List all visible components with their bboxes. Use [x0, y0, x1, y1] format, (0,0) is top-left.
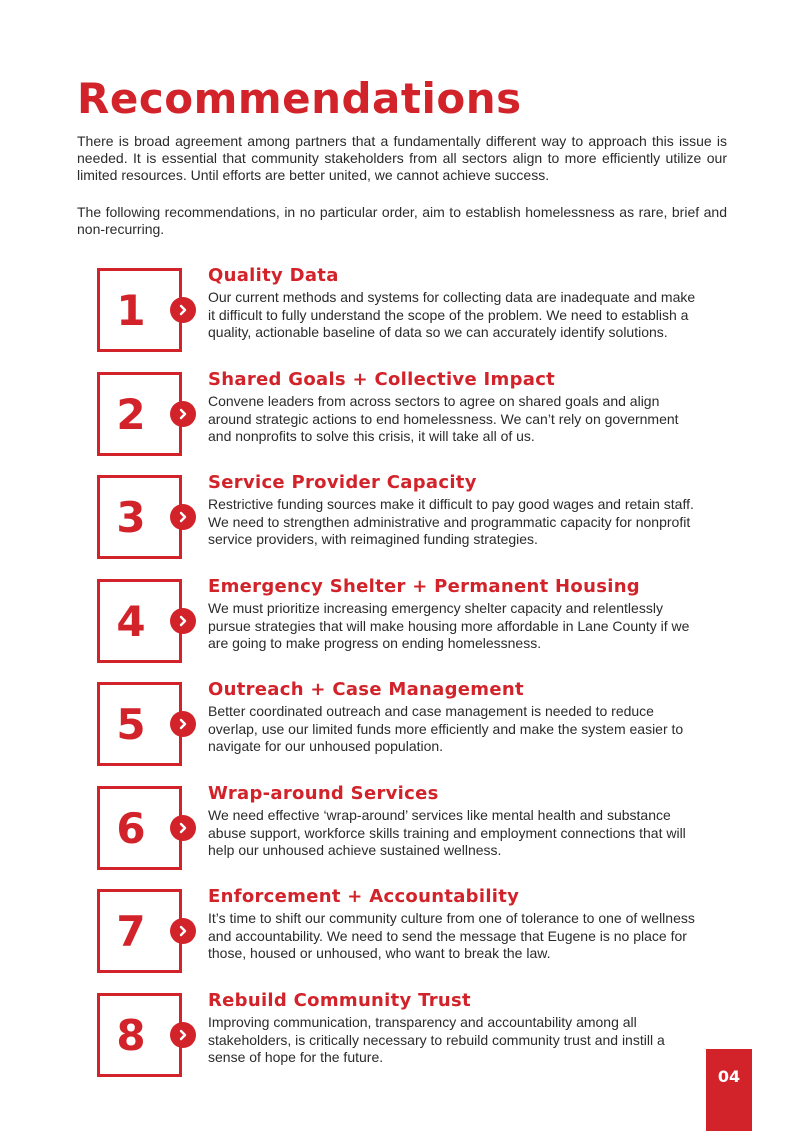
recommendation-body: Improving communication, transparency and accountability among all stakeholders, is critically necessary to rebuild community trust and instill a sense of hope for the future.: [208, 1014, 665, 1065]
recommendation-number: 1: [116, 285, 146, 335]
page-title: Recommendations: [77, 74, 522, 123]
recommendation-item: [0, 886, 800, 986]
recommendation-number: 2: [116, 389, 146, 439]
chevron-right-icon: [170, 918, 196, 944]
recommendation-item: [0, 783, 800, 883]
recommendation-number: 8: [116, 1010, 146, 1060]
chevron-right-icon: [170, 401, 196, 427]
recommendation-number: 6: [116, 803, 146, 853]
recommendation-title: Enforcement + Accountability: [208, 886, 520, 907]
chevron-right-icon: [170, 504, 196, 530]
recommendation-title: Outreach + Case Management: [208, 679, 524, 700]
recommendation-title: Wrap-around Services: [208, 783, 439, 804]
recommendation-body: It’s time to shift our community culture from one of tolerance to one of wellness and accountability. We need to send the message that Eugene is no place for those, housed or unhoused, who want to break the law.: [208, 910, 695, 961]
recommendation-item: [0, 369, 800, 469]
recommendation-body: We need effective ‘wrap-around’ services like mental health and substance abuse support, workforce skills training and employment connections that will help our unhoused achieve sustained wellness.: [208, 807, 686, 858]
page-number: 04: [706, 1049, 752, 1131]
recommendation-number: 7: [116, 906, 146, 956]
chevron-right-icon: [170, 711, 196, 737]
recommendation-body: Our current methods and systems for collecting data are inadequate and make it difficult to fully understand the scope of the problem. We need to establish a quality, actionable baseline of data so we can accurately identify solutions.: [208, 289, 696, 340]
recommendation-title: Emergency Shelter + Permanent Housing: [208, 576, 640, 597]
recommendation-body: Restrictive funding sources make it difficult to pay good wages and retain staff. We need to strengthen administrative and programmatic capacity for nonprofit service providers, with reimagined funding strategies.: [208, 496, 694, 547]
chevron-right-icon: [170, 297, 196, 323]
recommendation-title: Quality Data: [208, 265, 339, 286]
recommendation-body: Convene leaders from across sectors to agree on shared goals and align around strategic actions to end homelessness. We can’t rely on government and nonprofits to solve this crisis, it will take all of us.: [208, 393, 679, 444]
chevron-right-icon: [170, 608, 196, 634]
intro-paragraph: There is broad agreement among partners that a fundamentally different way to approach this issue is needed. It is essential that community stakeholders from all sectors align to more efficiently utilize our limited resources. Until efforts are better united, we cannot achieve success.: [77, 133, 727, 183]
recommendation-item: [0, 265, 800, 365]
intro-paragraph: The following recommendations, in no particular order, aim to establish homelessness as rare, brief and non-recurring.: [77, 204, 727, 237]
chevron-right-icon: [170, 815, 196, 841]
recommendation-title: Rebuild Community Trust: [208, 990, 471, 1011]
recommendation-item: [0, 990, 800, 1090]
recommendation-item: [0, 576, 800, 676]
recommendation-body: Better coordinated outreach and case management is needed to reduce overlap, use our limited funds more efficiently and make the system easier to navigate for our unhoused population.: [208, 703, 684, 754]
recommendation-number: 5: [116, 699, 146, 749]
recommendation-number: 3: [116, 492, 146, 542]
recommendation-title: Service Provider Capacity: [208, 472, 477, 493]
recommendation-number: 4: [116, 596, 146, 646]
recommendation-item: [0, 679, 800, 779]
chevron-right-icon: [170, 1022, 196, 1048]
recommendation-body: We must prioritize increasing emergency shelter capacity and relentlessly pursue strategies that will make housing more affordable in Lane County if we are going to make progress on ending homelessness.: [208, 600, 690, 651]
recommendation-item: [0, 472, 800, 572]
recommendation-title: Shared Goals + Collective Impact: [208, 369, 556, 390]
